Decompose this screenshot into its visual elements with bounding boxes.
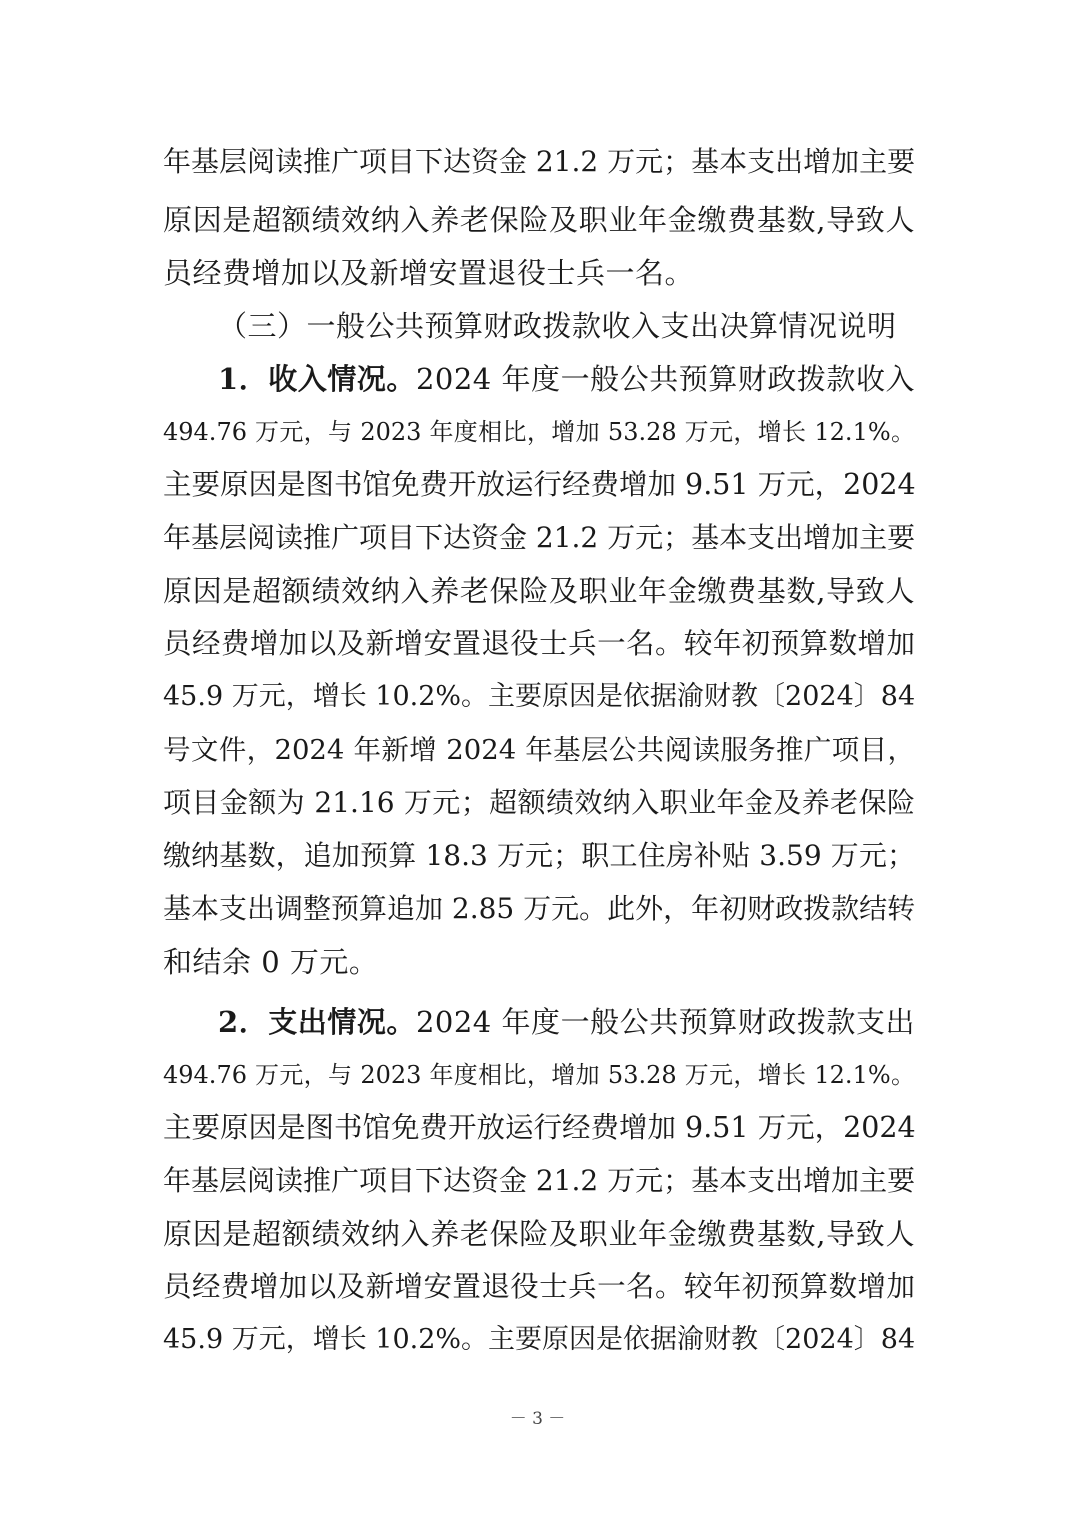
body-text-line — [163, 1214, 915, 1254]
subsection-heading: 2．支出情况。 — [218, 1005, 416, 1039]
line-text: 45.9 万元，增长 10.2%。主要原因是依据渝财教〔2024〕84 — [163, 681, 916, 712]
paragraph-first-line — [218, 1002, 915, 1042]
body-text-line — [163, 1320, 915, 1360]
body-text-line — [163, 518, 915, 558]
line-text: 基本支出调整预算追加 2.85 万元。此外，年初财政拨款结转 — [163, 892, 916, 925]
subsection-heading: 1．收入情况。 — [218, 362, 416, 396]
body-text-line — [163, 836, 915, 876]
body-text-line — [163, 1161, 915, 1201]
line-text: 年基层阅读推广项目下达资金 21.2 万元；基本支出增加主要 — [163, 521, 916, 554]
line-text: 员经费增加以及新增安置退役士兵一名。 — [163, 256, 695, 290]
body-text-line — [163, 571, 915, 611]
line-text: 员经费增加以及新增安置退役士兵一名。较年初预算数增加 — [163, 1270, 915, 1303]
body-text-line — [163, 1055, 915, 1095]
page-number: － 3 － — [509, 1409, 566, 1429]
line-text: 原因是超额绩效纳入养老保险及职业年金缴费基数,导致人 — [163, 1217, 915, 1251]
body-text-line — [163, 677, 915, 717]
line-text: 年基层阅读推广项目下达资金 21.2 万元；基本支出增加主要 — [163, 1164, 916, 1197]
line-text: 原因是超额绩效纳入养老保险及职业年金缴费基数,导致人 — [163, 574, 915, 608]
line-text: 原因是超额绩效纳入养老保险及职业年金缴费基数,导致人 — [163, 203, 915, 237]
line-text: 494.76 万元，与 2023 年度相比，增加 53.28 万元，增长 12.1%。 — [163, 418, 915, 446]
body-text-line — [163, 783, 915, 823]
line-text: 主要原因是图书馆免费开放运行经费增加 9.51 万元，2024 — [163, 1111, 916, 1144]
line-text: 2024 年度一般公共预算财政拨款支出 — [415, 1005, 915, 1039]
body-text-line — [163, 889, 915, 929]
line-text: 45.9 万元，增长 10.2%。主要原因是依据渝财教〔2024〕84 — [163, 1324, 916, 1355]
body-text-line — [163, 1108, 915, 1148]
body-text-line — [163, 412, 915, 452]
body-text-line — [163, 465, 915, 505]
body-text-line — [163, 1267, 915, 1307]
section-heading — [218, 306, 915, 346]
line-text: 主要原因是图书馆免费开放运行经费增加 9.51 万元，2024 — [163, 468, 916, 501]
line-text: 员经费增加以及新增安置退役士兵一名。较年初预算数增加 — [163, 627, 915, 660]
body-text-line — [163, 142, 915, 182]
body-text-line — [163, 730, 915, 770]
line-text: 项目金额为 21.16 万元；超额绩效纳入职业年金及养老保险 — [163, 786, 915, 819]
line-text: 和结余 0 万元。 — [163, 945, 379, 979]
line-text: 缴纳基数，追加预算 18.3 万元；职工住房补贴 3.59 万元； — [163, 839, 915, 872]
body-text-line — [163, 200, 915, 240]
body-text-line — [163, 942, 915, 982]
body-text-line — [163, 253, 915, 293]
section-heading-text: （三）一般公共预算财政拨款收入支出决算情况说明 — [218, 309, 897, 343]
line-text: 年基层阅读推广项目下达资金 21.2 万元；基本支出增加主要 — [163, 145, 916, 178]
line-text: 2024 年度一般公共预算财政拨款收入 — [415, 362, 915, 396]
line-text: 号文件，2024 年新增 2024 年基层公共阅读服务推广项目， — [163, 734, 915, 766]
body-text-line — [163, 624, 915, 664]
paragraph-first-line — [218, 359, 915, 399]
line-text: 494.76 万元，与 2023 年度相比，增加 53.28 万元，增长 12.1%。 — [163, 1061, 915, 1089]
